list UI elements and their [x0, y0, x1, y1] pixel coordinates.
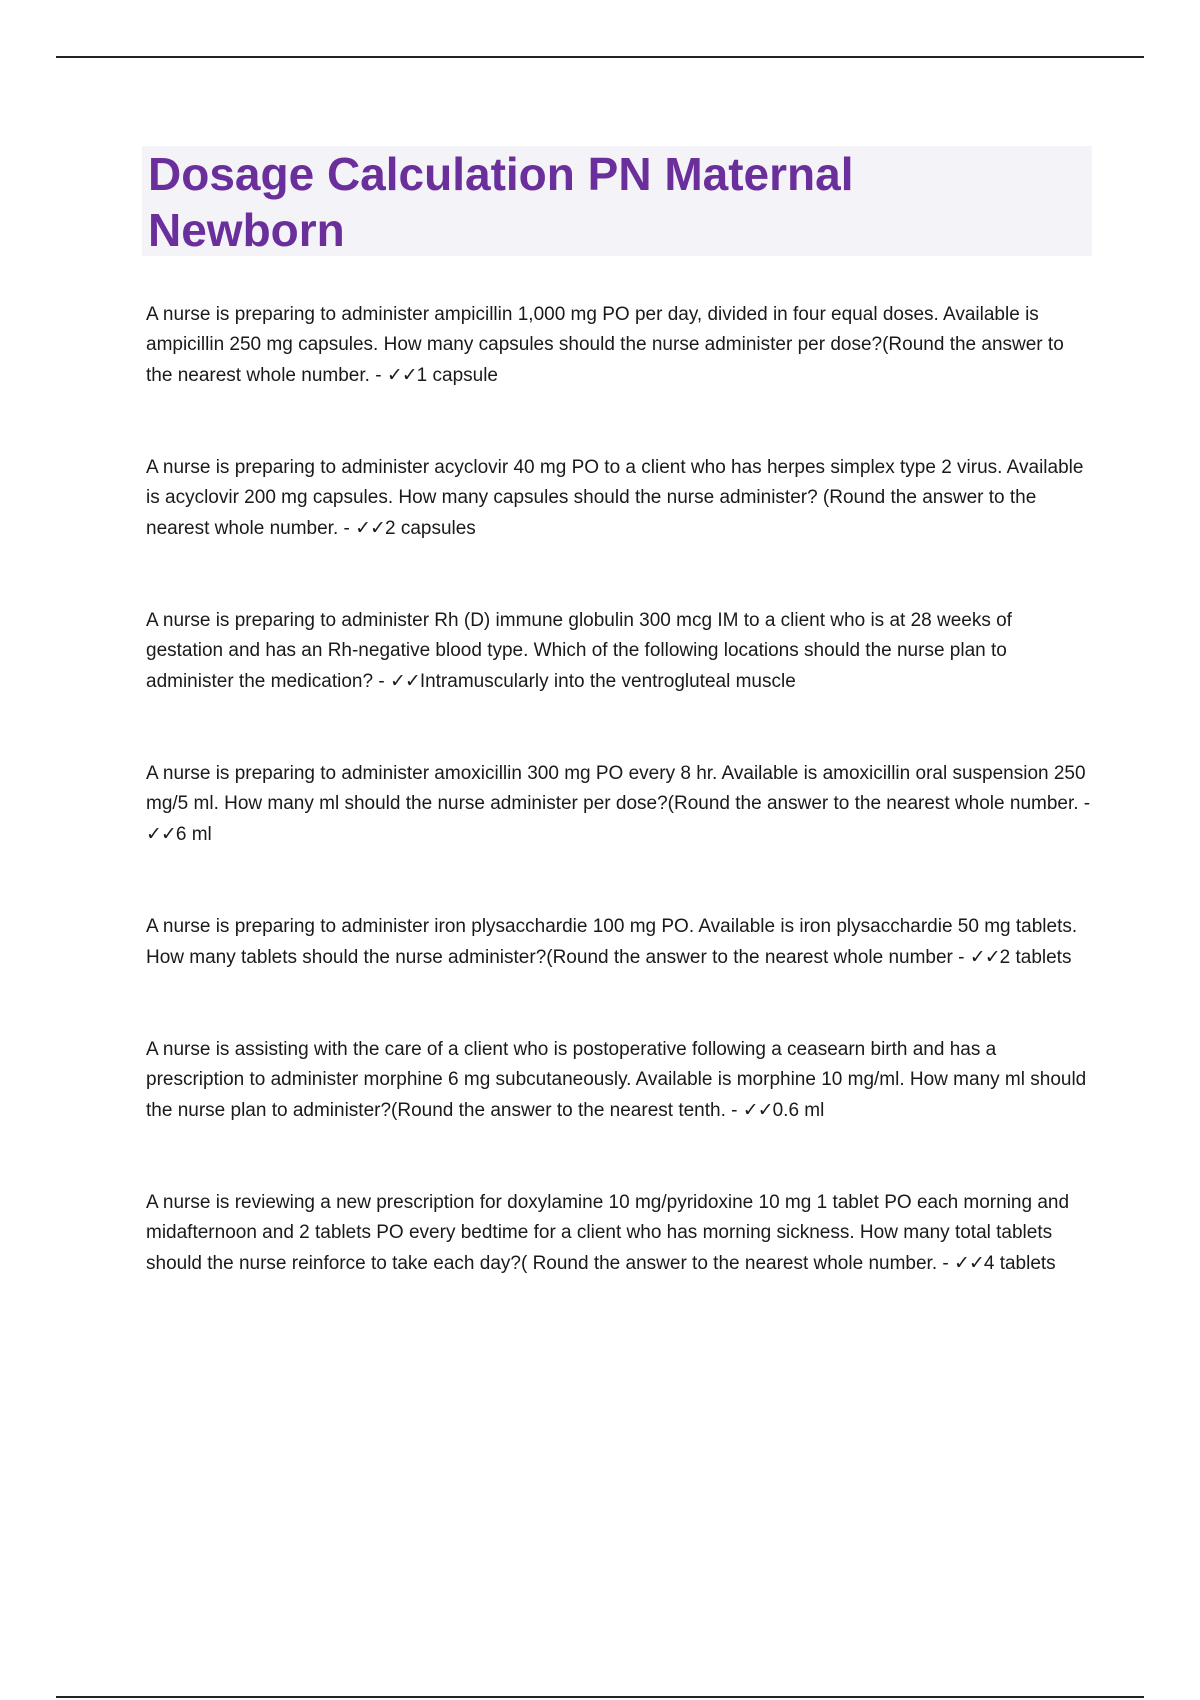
check-mark-icon: ✓✓ [386, 364, 417, 386]
answer-separator: - [937, 1253, 954, 1274]
question-text: A nurse is preparing to administer Rh (D) immune globulin 300 mcg IM to a client who is at 28 weeks of gestation and has an Rh-negative blood type. Which of the following locations should the nurse plan to administer the medication? [146, 610, 1012, 692]
qa-list [146, 300, 1092, 1341]
answer-text: Intramuscularly into the ventrogluteal muscle [419, 671, 796, 692]
question-text: A nurse is preparing to administer acyclovir 40 mg PO to a client who has herpes simplex type 2 virus. Available is acyclovir 200 mg capsules. How many capsules should the nurse administer? (Round the answer to the nearest whole number. [146, 457, 1084, 539]
question-text: A nurse is assisting with the care of a client who is postoperative following a ceasearn birth and has a prescription to administer morphine 6 mg subcutaneously. Available is morphine 10 mg/ml. How many ml should the nurse plan to administer?(Round the answer to the nearest tenth. [146, 1039, 1087, 1121]
answer-text: 6 ml [175, 824, 212, 845]
check-mark-icon: ✓✓ [146, 823, 176, 845]
question-text: A nurse is preparing to administer iron plysacchardie 100 mg PO. Available is iron plysacchardie 50 mg tablets. How many tablets should the nurse administer?(Round the answer to the nearest whole number [146, 916, 1078, 968]
check-mark-icon: ✓✓ [742, 1099, 773, 1121]
answer-separator: - [373, 671, 390, 692]
answer-separator: - [725, 1100, 743, 1121]
answer-text: 0.6 ml [772, 1100, 825, 1121]
title-banner [142, 146, 1092, 256]
qa-item [146, 759, 1092, 850]
check-mark-icon: ✓✓ [389, 670, 420, 692]
answer-text: 2 capsules [384, 518, 476, 539]
qa-item [146, 1188, 1092, 1279]
qa-item [146, 300, 1092, 391]
qa-item [146, 606, 1092, 697]
check-mark-icon: ✓✓ [954, 1252, 984, 1274]
check-mark-icon: ✓✓ [969, 946, 1000, 968]
document-title: Dosage Calculation PN Maternal Newborn [148, 148, 854, 256]
bottom-divider [56, 1696, 1144, 1698]
qa-item [146, 1035, 1092, 1126]
question-text: A nurse is preparing to administer ampicillin 1,000 mg PO per day, divided in four equal doses. Available is ampicillin 250 mg capsules. How many capsules should the nurse administer per dose?(Round the answer to the nearest whole number. [146, 304, 1064, 386]
top-divider [56, 56, 1144, 58]
answer-separator: - [369, 365, 387, 386]
check-mark-icon: ✓✓ [355, 517, 385, 539]
question-text: A nurse is reviewing a new prescription for doxylamine 10 mg/pyridoxine 10 mg 1 tablet PO each morning and midafternoon and 2 tablets PO every bedtime for a client who has morning sickness. How many total tablets should the nurse reinforce to take each day?( Round the answer to the nearest whole number. [146, 1192, 1070, 1274]
answer-text: 4 tablets [983, 1253, 1056, 1274]
qa-item [146, 453, 1092, 544]
answer-separator: - [1078, 793, 1091, 814]
answer-text: 2 tablets [999, 947, 1072, 968]
question-text: A nurse is preparing to administer amoxicillin 300 mg PO every 8 hr. Available is amoxicillin oral suspension 250 mg/5 ml. How many ml should the nurse administer per dose?(Round the answer to the nearest whole number. [146, 763, 1086, 814]
answer-separator: - [952, 947, 970, 968]
qa-item [146, 912, 1092, 973]
answer-text: 1 capsule [416, 365, 498, 386]
answer-separator: - [338, 518, 356, 539]
